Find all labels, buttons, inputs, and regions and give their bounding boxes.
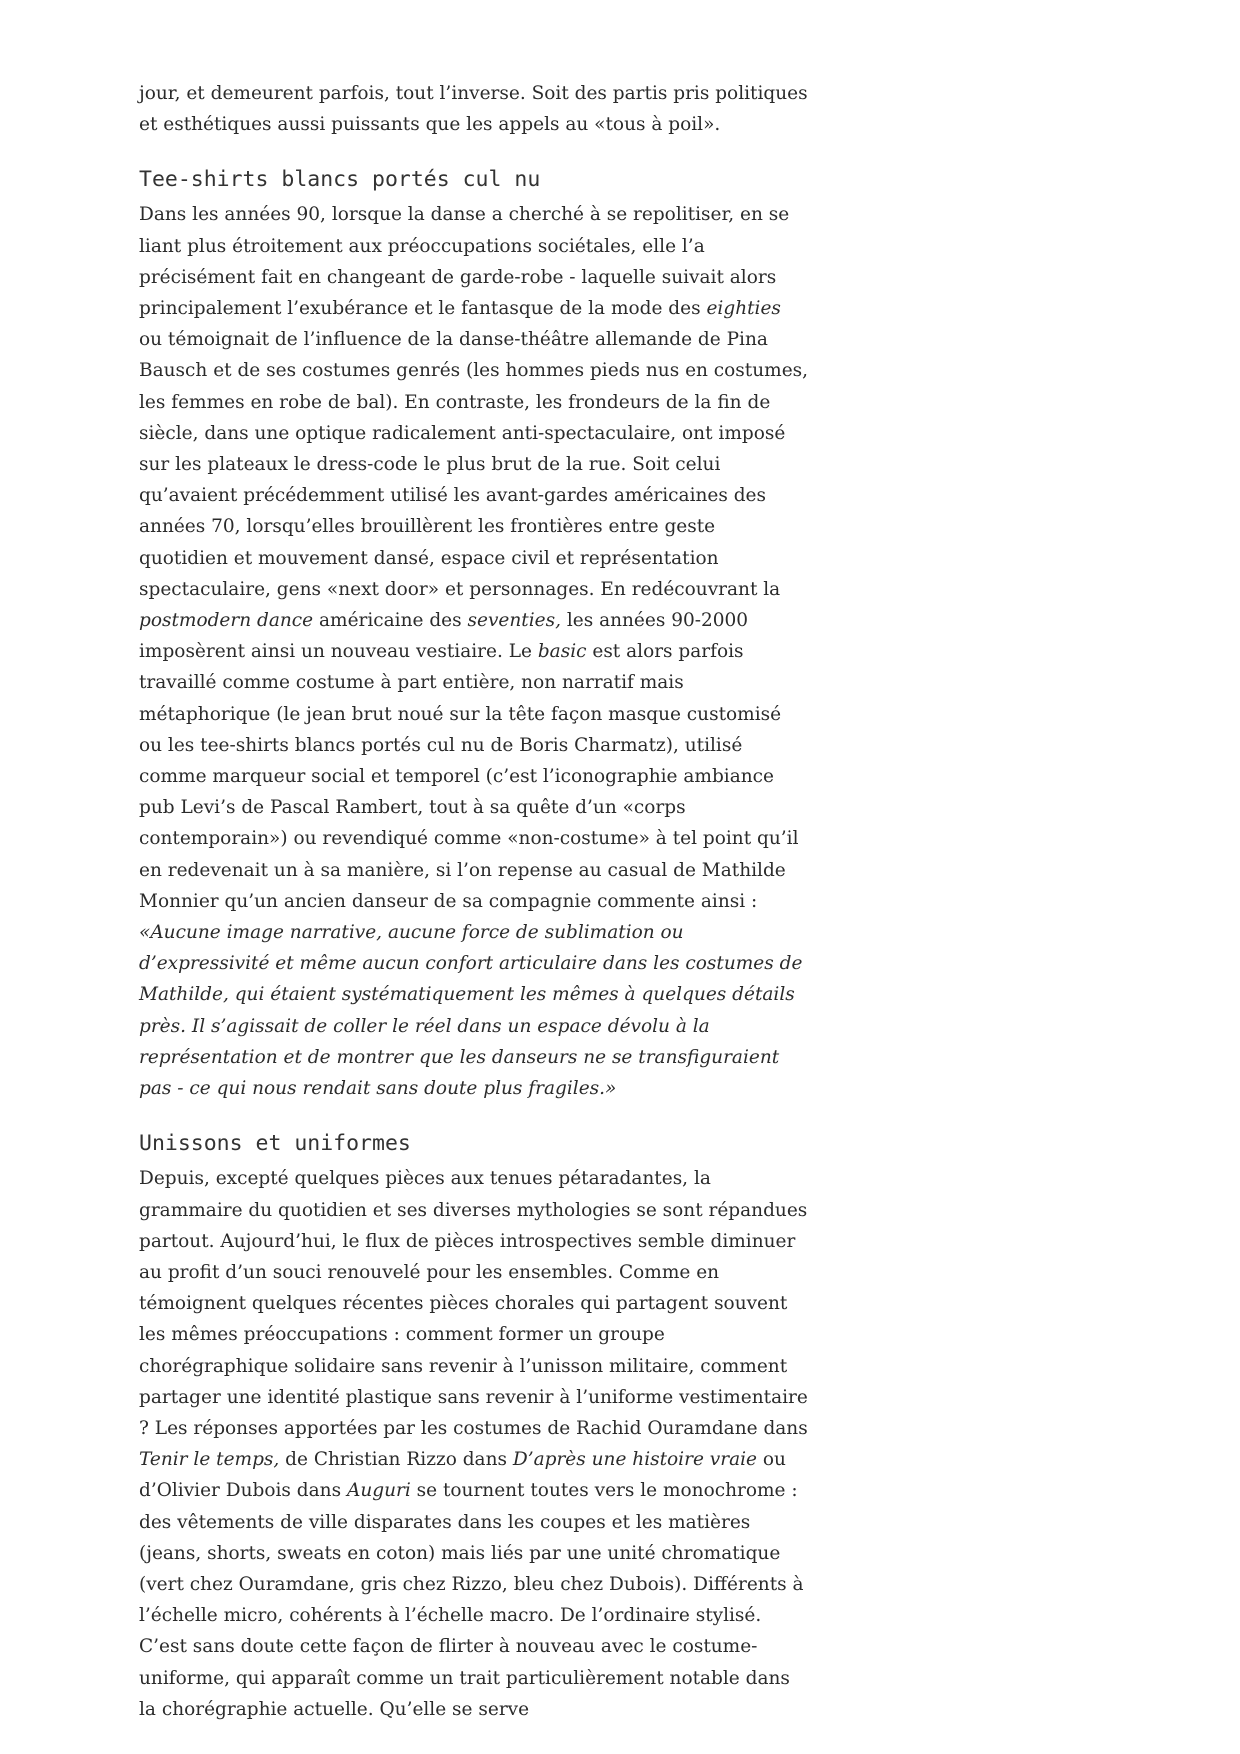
italic-text-run: Tenir le temps, (139, 1449, 280, 1471)
section-heading-unissons: Unissons et uniformes (139, 1131, 411, 1157)
italic-text-run: basic (537, 641, 587, 663)
intro-paragraph (139, 78, 809, 140)
italic-text-run: D’après une histoire vraie (512, 1449, 757, 1471)
text-run: de Christian Rizzo dans (279, 1449, 513, 1471)
italic-text-run: Auguri (346, 1480, 411, 1502)
text-run: Dans les années 90, lorsque la danse a cherché à se repolitiser, en se liant plus étroitement aux préoccupations sociétales, elle l’a précisément fait en changeant de garde-robe - laquelle suivait alors principalement l’exubérance et le fantasque de la mode des (139, 204, 790, 320)
italic-text-run: eighties (706, 298, 781, 320)
section2-paragraph (139, 1163, 809, 1725)
italic-text-run: «Aucune image narrative, aucune force de sublimation ou d’expressivité et même aucun confort articulaire dans les costumes de Mathilde, qui étaient systématiquement les mêmes à quelques détails près. Il s’agissait de coller le réel dans un espace dévolu à la représentation et de montrer que les danseurs ne se transfiguraient pas - ce qui nous rendait sans doute plus fragiles.» (139, 922, 803, 1100)
text-run: jour, et demeurent parfois, tout l’inverse. Soit des partis pris politiques et esthétiques aussi puissants que les appels au «tous à poil». (139, 83, 808, 136)
text-run: ou d’Olivier Dubois dans (139, 1449, 786, 1502)
text-run: américaine des (313, 610, 468, 632)
italic-text-run: postmodern dance (139, 610, 314, 632)
article-page (139, 78, 809, 1725)
text-run: les années 90-2000 imposèrent ainsi un nouveau vestiaire. Le (139, 610, 749, 663)
text-run: ou témoignait de l’influence de la danse-théâtre allemande de Pina Bausch et de ses costumes genrés (les hommes pieds nus en costumes, les femmes en robe de bal). En contraste, les frondeurs de la fin de siècle, dans une optique radicalement anti-spectaculaire, ont imposé sur les plateaux le dress-code le plus brut de la rue. Soit celui qu’avaient précédemment utilisé les avant-gardes américaines des années 70, lorsqu’elles brouillèrent les frontières entre geste quotidien et mouvement dansé, espace civil et représentation spectaculaire, gens «next door» et personnages. En redécouvrant la (139, 329, 809, 600)
section1-paragraph (139, 199, 809, 1104)
text-run: est alors parfois travaillé comme costume à part entière, non narratif mais métaphorique (le jean brut noué sur la tête façon masque customisé ou les tee-shirts blancs portés cul nu de Boris Charmatz), utilisé comme marqueur social et temporel (c’est l’iconographie ambiance pub Levi’s de Pascal Rambert, tout à sa quête d’un «corps contemporain») ou revendiqué comme «non-costume» à tel point qu’il en redevenait un à sa manière, si l’on repense au casual de Mathilde Monnier qu’un ancien danseur de sa compagnie commente ainsi : (139, 641, 799, 912)
text-run: Depuis, excepté quelques pièces aux tenues pétaradantes, la grammaire du quotidien et ses diverses mythologies se sont répandues partout. Aujourd’hui, le flux de pièces introspectives semble diminuer au profit d’un souci renouvelé pour les ensembles. Comme en témoignent quelques récentes pièces chorales qui partagent souvent les mêmes préoccupations : comment former un groupe chorégraphique solidaire sans revenir à l’unisson militaire, comment partager une identité plastique sans revenir à l’uniforme vestimentaire ? Les réponses apportées par les costumes de Rachid Ouramdane dans (139, 1168, 808, 1439)
section-heading-tee-shirts: Tee-shirts blancs portés cul nu (139, 167, 541, 193)
italic-text-run: seventies, (467, 610, 561, 632)
text-run: se tournent toutes vers le monochrome : des vêtements de ville disparates dans les coupes et les matières (jeans, shorts, sweats en coton) mais liés par une unité chromatique (vert chez Ouramdane, gris chez Rizzo, bleu chez Dubois). Différents à l’échelle micro, cohérents à l’échelle macro. De l’ordinaire stylisé. C’est sans doute cette façon de flirter à nouveau avec le costume-uniforme, qui apparaît comme un trait particulièrement notable dans la chorégraphie actuelle. Qu’elle se serve (139, 1480, 804, 1720)
